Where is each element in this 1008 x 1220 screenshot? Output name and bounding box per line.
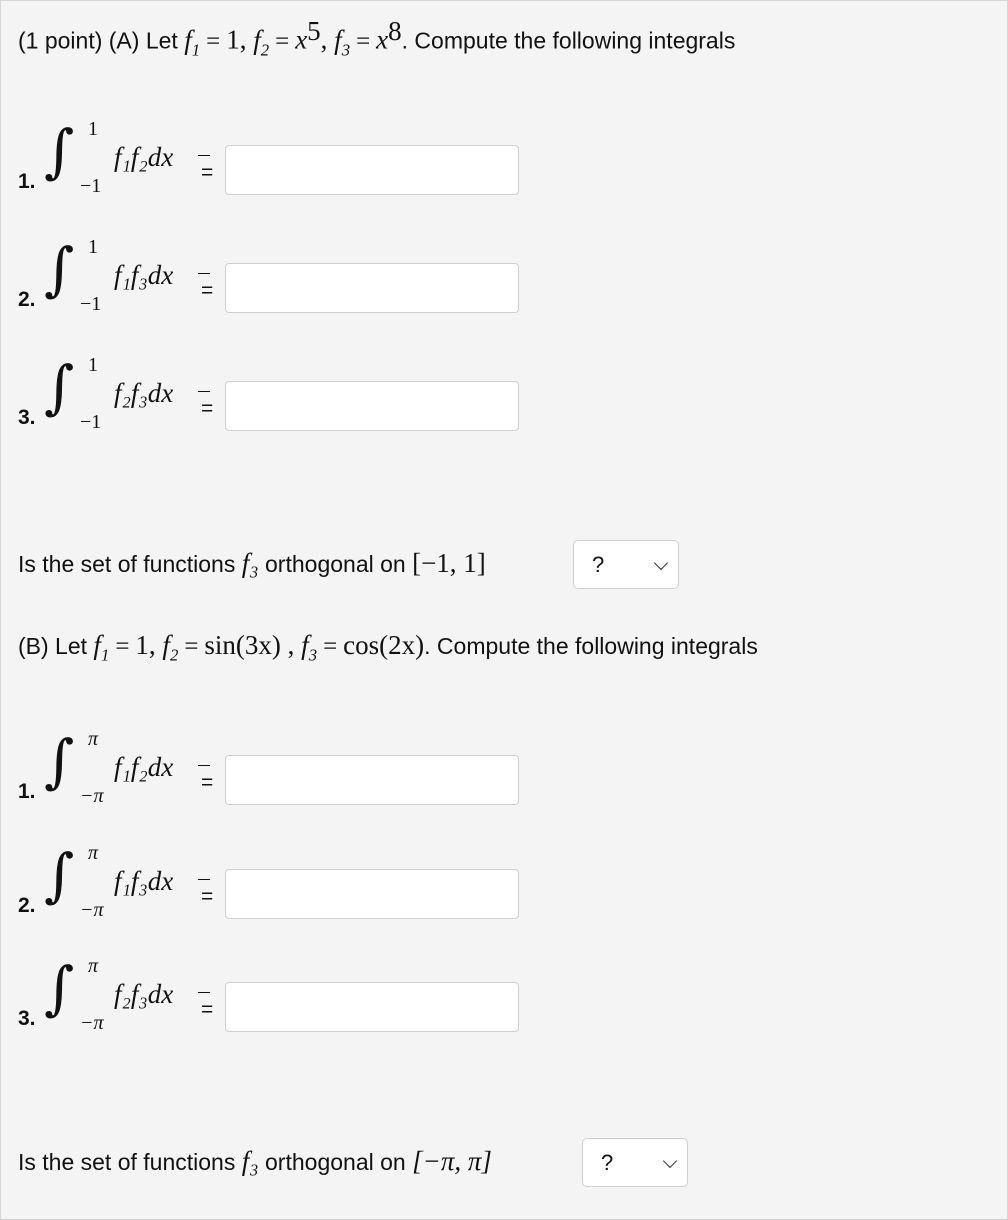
question-a <box>18 548 486 579</box>
answer-input-b-3[interactable] <box>225 982 519 1032</box>
equals-sign: = <box>201 998 214 1021</box>
question-function: f₃ <box>241 548 259 578</box>
integrand: f₂f₃dx <box>114 378 174 408</box>
upper-bound: π <box>88 728 99 750</box>
item-number: 3. <box>18 406 36 429</box>
intro-suffix: . Compute the following integrals <box>401 27 736 54</box>
integral-sign: ∫ <box>44 841 75 909</box>
answer-input-b-2[interactable] <box>225 869 519 919</box>
f3-exponent: 8 <box>388 16 402 46</box>
f2-base: x <box>295 24 308 55</box>
f1-symbol: $f_1$ <box>93 630 110 665</box>
answer-input-a-1[interactable] <box>225 145 519 195</box>
item-number: 2. <box>18 288 36 311</box>
interval: [−π, π] <box>412 1146 492 1176</box>
f3-symbol: $f_3$ <box>334 24 351 60</box>
answer-input-a-2[interactable] <box>225 263 519 313</box>
integral-sign: ∫ <box>44 727 75 795</box>
item-number: 3. <box>18 1007 36 1030</box>
f1-value: 1 <box>226 24 240 55</box>
integral-a-1 <box>18 118 538 208</box>
f2-symbol: $f_2$ <box>162 630 179 665</box>
lower-bound: −π <box>80 785 104 807</box>
integral-sign: ∫ <box>44 117 75 185</box>
equals-sign: = <box>201 397 214 420</box>
upper-bound: 1 <box>88 118 98 140</box>
intro-suffix: . Compute the following integrals <box>424 633 758 659</box>
integral-b-1 <box>18 728 538 818</box>
select-value: ? <box>592 552 605 577</box>
equals-sign: = <box>201 161 214 184</box>
integrand: f₁f₂dx <box>114 142 174 172</box>
question-function: f₃ <box>241 1146 259 1176</box>
intro-text: (B) Let <box>18 633 88 659</box>
integrand: f₁f₃dx <box>114 260 174 290</box>
integral-b-2 <box>18 842 538 932</box>
orthogonal-select-b[interactable] <box>582 1138 688 1187</box>
item-number: 1. <box>18 170 36 193</box>
answer-input-a-3[interactable] <box>225 381 519 431</box>
integral-b-3 <box>18 955 538 1045</box>
f1-value: 1 <box>135 630 149 660</box>
integral-sign: ∫ <box>44 235 75 303</box>
select-value: ? <box>601 1150 614 1175</box>
answer-input-b-1[interactable] <box>225 755 519 805</box>
upper-bound: 1 <box>88 236 98 258</box>
integral-a-2 <box>18 236 538 326</box>
lower-bound: −π <box>80 899 104 921</box>
lower-bound: −π <box>80 1012 104 1034</box>
integrand: f₁f₂dx <box>114 752 174 782</box>
integrand: f₂f₃dx <box>114 979 174 1009</box>
interval: [−1, 1] <box>412 548 486 578</box>
lower-bound: −1 <box>80 411 102 433</box>
question-text: Is the set of functions <box>18 1149 236 1175</box>
upper-bound: 1 <box>88 354 98 376</box>
chevron-down-icon <box>654 556 668 570</box>
integral-sign: ∫ <box>44 954 75 1022</box>
lower-bound: −1 <box>80 175 102 197</box>
integral-a-3 <box>18 354 538 444</box>
equals-sign: = <box>201 885 214 908</box>
part-a-intro: (1 point) (A) Let $f_1 = 1$, $f_2 = x^5$, $f_3 = x^8$. Compute the following integrals <box>18 16 736 60</box>
f3-value: cos(2x) <box>343 630 425 660</box>
intro-text: (1 point) (A) Let <box>18 27 178 54</box>
orthogonal-select-a[interactable] <box>573 540 679 589</box>
question-b <box>18 1146 492 1177</box>
question-text: Is the set of functions <box>18 551 236 577</box>
upper-bound: π <box>88 955 99 977</box>
integrand: f₁f₃dx <box>114 866 174 896</box>
item-number: 2. <box>18 894 36 917</box>
question-text-mid: orthogonal on <box>265 1149 406 1175</box>
question-text-mid: orthogonal on <box>265 551 406 577</box>
equals-sign: = <box>201 771 214 794</box>
item-number: 1. <box>18 780 36 803</box>
integral-sign: ∫ <box>44 353 75 421</box>
f3-base: x <box>376 24 389 55</box>
f3-symbol: $f_3$ <box>301 630 318 665</box>
f2-symbol: $f_2$ <box>253 24 270 60</box>
part-b-intro: (B) Let $f_1 = 1$, $f_2 = \sin(3x)$ , $f_3 = \cos(2x)$. Compute the following integrals <box>18 630 758 665</box>
f1-symbol: $f_1$ <box>184 24 201 60</box>
upper-bound: π <box>88 842 99 864</box>
chevron-down-icon <box>663 1154 677 1168</box>
equals-sign: = <box>201 279 214 302</box>
f2-exponent: 5 <box>307 16 321 46</box>
f2-value: sin(3x) <box>204 630 281 660</box>
lower-bound: −1 <box>80 293 102 315</box>
